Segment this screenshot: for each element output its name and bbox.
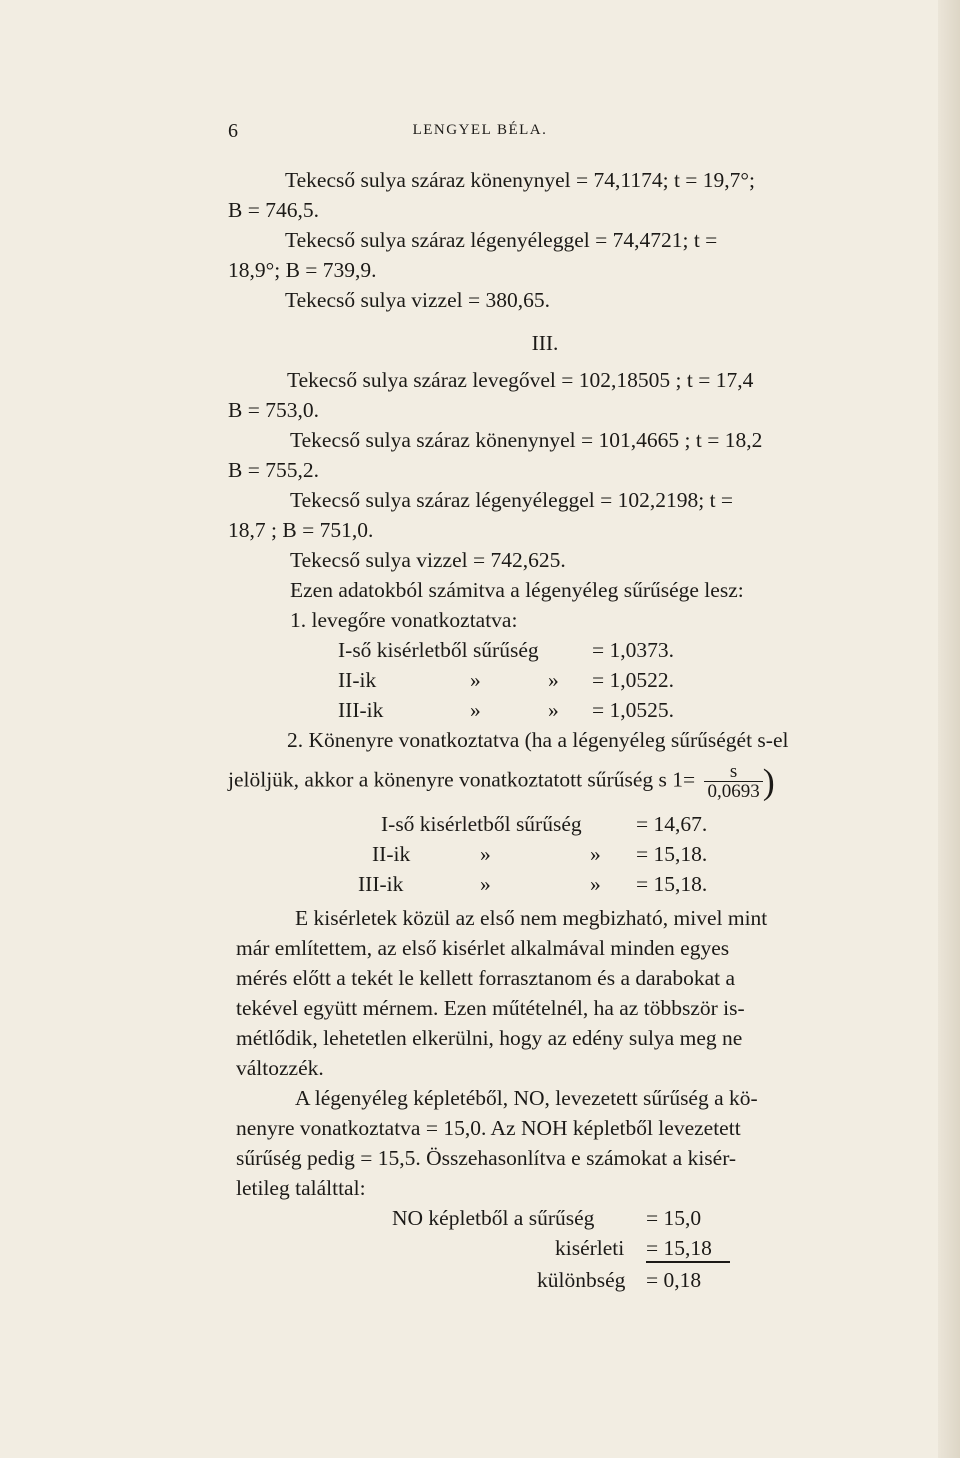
comparison-value: = 15,0 (646, 1206, 702, 1230)
comparison-label: különbség (537, 1268, 626, 1292)
ditto-mark: » (590, 872, 601, 896)
fraction (704, 762, 762, 801)
text-line: B = 753,0. (228, 398, 319, 422)
text-line: Tekecső sulya száraz légenyéleggel = 102,2198; t = (290, 488, 734, 512)
text-line: B = 755,2. (228, 458, 319, 482)
text-line: Tekecső sulya vizzel = 380,65. (285, 288, 550, 312)
text-line: 18,7 ; B = 751,0. (228, 518, 374, 542)
ditto-mark: » (548, 698, 559, 722)
fraction-numerator: s (704, 762, 762, 782)
formula-text: jelöljük, akkor a könenyre vonatkoztatott sűrűség s 1= (228, 767, 696, 792)
ditto-mark: » (548, 668, 559, 692)
result-label: II-ik (372, 842, 411, 866)
text-line: métlődik, lehetetlen elkerülni, hogy az edény sulya meg ne (236, 1026, 743, 1050)
text-line: Tekecső sulya száraz könenynyel = 74,1174; t = 19,7°; (285, 168, 755, 192)
text-line: Tekecső sulya száraz levegővel = 102,18505 ; t = 17,4 (287, 368, 754, 392)
text-line: E kisérletek közül az első nem megbizható, mivel mint (295, 906, 768, 930)
result-value: = 1,0525. (592, 698, 675, 722)
ditto-mark: » (470, 698, 481, 722)
text-line: Tekecső sulya vizzel = 742,625. (290, 548, 566, 572)
text-line: nenyre vonatkoztatva = 15,0. Az NOH képletből levezetett (236, 1116, 741, 1140)
formula-line (228, 762, 775, 801)
result-value: = 15,18. (636, 842, 708, 866)
result-value: = 1,0522. (592, 668, 675, 692)
text-line: 18,9°; B = 739,9. (228, 258, 377, 282)
result-label: I-ső kisérletből sűrűség (381, 812, 582, 836)
closing-paren: ) (762, 761, 775, 802)
comparison-label: NO képletből a sűrűség (392, 1206, 595, 1230)
comparison-value: = 15,18 (646, 1235, 730, 1263)
ditto-mark: » (480, 842, 491, 866)
comparison-label: kisérleti (555, 1236, 625, 1260)
ditto-mark: » (480, 872, 491, 896)
text-line: 1. levegőre vonatkoztatva: (290, 608, 518, 632)
text-line: sűrűség pedig = 15,5. Összehasonlítva e számokat a kisér- (236, 1146, 737, 1170)
result-label: II-ik (338, 668, 377, 692)
text-line: 2. Könenyre vonatkoztatva (ha a légenyéleg sűrűségét s-el (287, 728, 789, 752)
result-value: = 14,67. (636, 812, 708, 836)
ditto-mark: » (590, 842, 601, 866)
section-heading: III. (531, 331, 559, 355)
text-line: B = 746,5. (228, 198, 319, 222)
fraction-denominator: 0,0693 (707, 781, 760, 802)
text-line: mérés előtt a tekét le kellett forrasztanom és a darabokat a (236, 966, 736, 990)
page-edge (938, 0, 960, 1458)
running-title: LENGYEL BÉLA. (412, 122, 548, 138)
result-label: III-ik (358, 872, 404, 896)
result-value: = 1,0373. (592, 638, 675, 662)
text-line: változzék. (236, 1056, 324, 1080)
comparison-value: = 0,18 (646, 1268, 702, 1292)
text-line: A légenyéleg képletéből, NO, levezetett sűrűség a kö- (295, 1086, 758, 1110)
text-line: Ezen adatokból számitva a légenyéleg sűrűsége lesz: (290, 578, 744, 602)
ditto-mark: » (470, 668, 481, 692)
result-value: = 15,18. (636, 872, 708, 896)
result-label: I-ső kisérletből sűrűség (338, 638, 539, 662)
text-line: Tekecső sulya száraz légenyéleggel = 74,4721; t = (285, 228, 718, 252)
text-line: Tekecső sulya száraz könenynyel = 101,4665 ; t = 18,2 (290, 428, 763, 452)
page-number: 6 (228, 120, 238, 142)
text-line: letileg találttal: (236, 1176, 366, 1200)
result-label: III-ik (338, 698, 384, 722)
text-line: már említettem, az első kisérlet alkalmával minden egyes (236, 936, 730, 960)
text-line: tekével együtt mérnem. Ezen műtételnél, ha az többször is- (236, 996, 745, 1020)
